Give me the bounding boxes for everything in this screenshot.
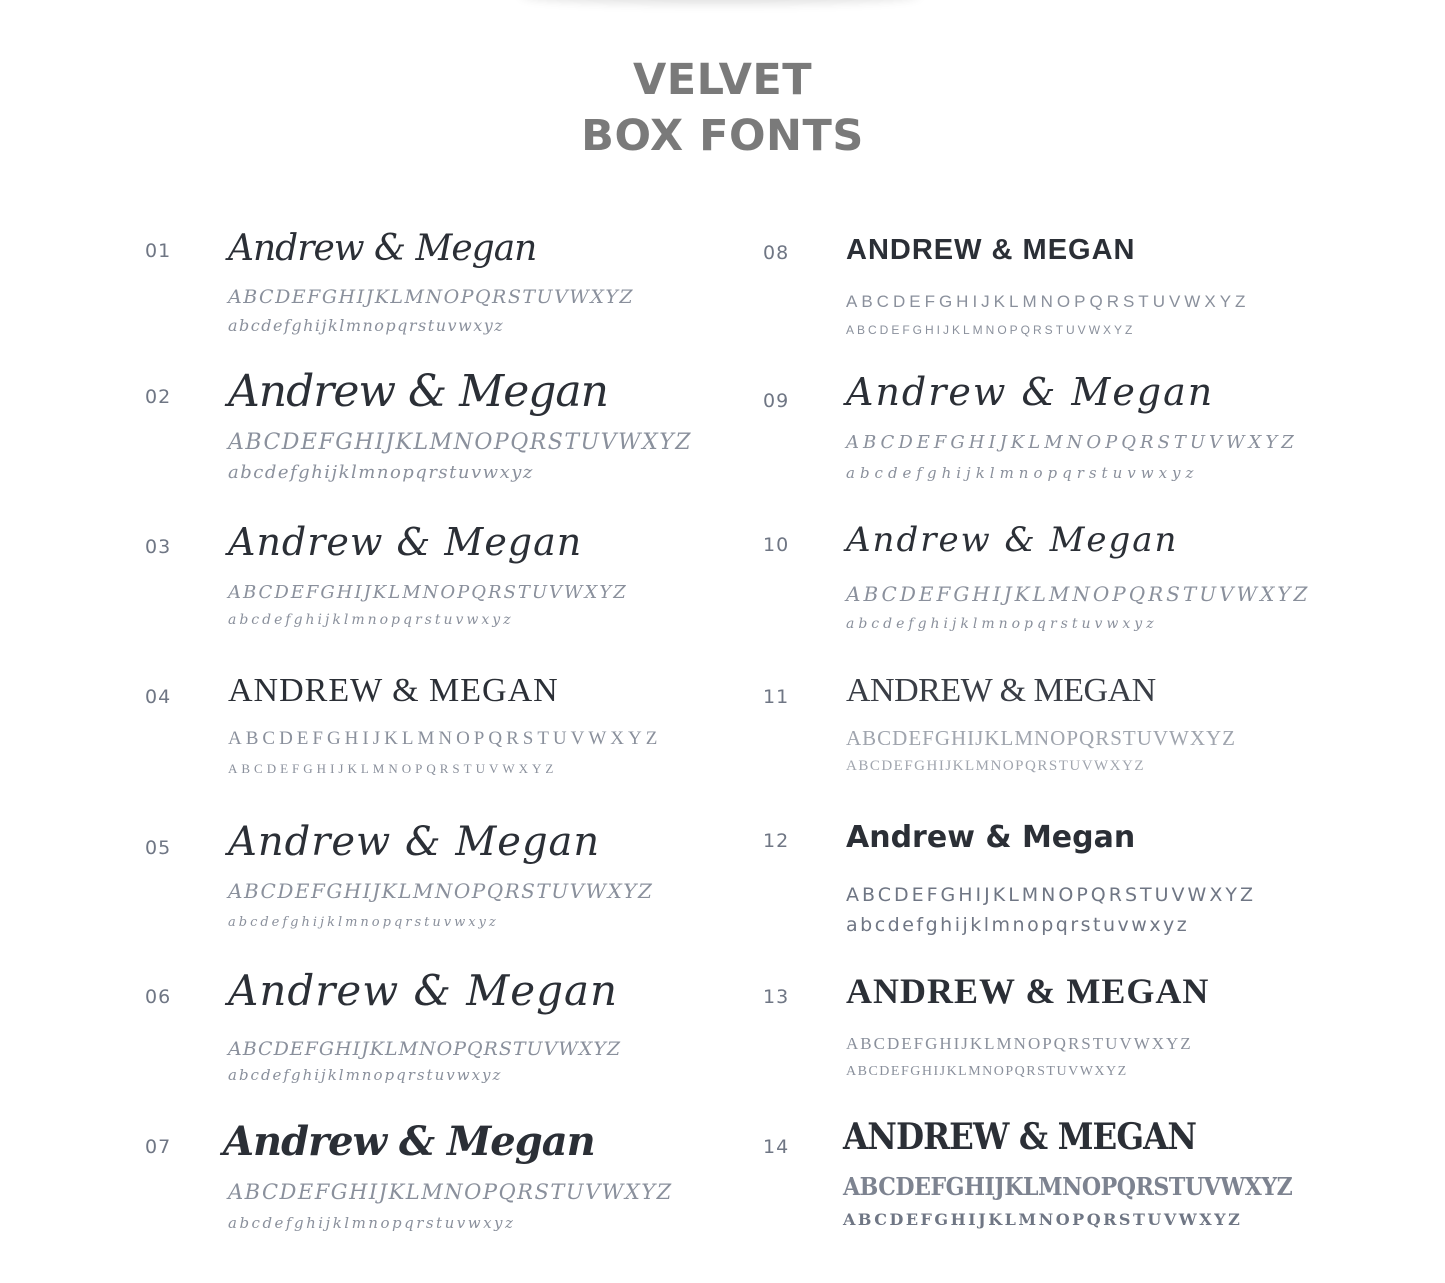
font-sample-lowercase: ABCDEFGHIJKLMNOPQRSTUVWXYZ xyxy=(228,761,558,776)
font-sample-name: ANDREW & MEGAN xyxy=(846,971,1210,1011)
font-sample-uppercase: ABCDEFGHIJKLMNOPQRSTUVWXYZ xyxy=(228,582,628,603)
font-sample-lowercase: ABCDEFGHIJKLMNOPQRSTUVWXYZ xyxy=(846,323,1136,337)
page-title xyxy=(0,52,1445,164)
font-sample-lowercase: abcdefghijklmnopqrstuvwxyz xyxy=(228,915,499,930)
font-sample-lowercase: ABCDEFGHIJKLMNOPQRSTUVWXYZ xyxy=(846,1064,1128,1079)
font-sample-lowercase: ABCDEFGHIJKLMNOPQRSTUVWXYZ xyxy=(843,1210,1243,1229)
font-number: 12 xyxy=(763,830,790,852)
font-sample-name: Andrew & Megan xyxy=(846,370,1215,414)
font-sample-uppercase: ABCDEFGHIJKLMNOPQRSTUVWXYZ xyxy=(846,432,1298,453)
font-sample-06 xyxy=(145,962,745,1092)
font-sample-lowercase: abcdefghijklmnopqrstuvwxyz xyxy=(228,1214,516,1232)
font-sample-name: Andrew & Megan xyxy=(846,820,1136,855)
font-sample-05 xyxy=(145,815,745,940)
page-title-line-1: VELVET xyxy=(632,55,813,105)
font-sample-lowercase: abcdefghijklmnopqrstuvwxyz xyxy=(228,1066,503,1084)
font-number: 11 xyxy=(763,686,790,708)
font-number: 09 xyxy=(763,390,790,412)
font-sample-uppercase: ABCDEFGHIJKLMNOPQRSTUVWXYZ xyxy=(228,1038,622,1060)
font-number: 08 xyxy=(763,242,790,264)
font-sample-07 xyxy=(145,1118,745,1243)
font-sample-lowercase: abcdefghijklmnopqrstuvwxyz xyxy=(846,914,1190,936)
font-sample-lowercase: abcdefghijklmnopqrstuvwxyz xyxy=(846,464,1199,482)
font-sample-uppercase: ABCDEFGHIJKLMNOPQRSTUVWXYZ xyxy=(846,884,1256,906)
font-sample-name: Andrew & Megan xyxy=(228,228,537,269)
font-sample-uppercase: ABCDEFGHIJKLMNOPQRSTUVWXYZ xyxy=(228,728,662,749)
font-number: 06 xyxy=(145,986,172,1008)
font-sample-lowercase: abcdefghijklmnopqrstuvwxyz xyxy=(228,316,505,335)
font-sample-09 xyxy=(763,368,1363,493)
font-number: 04 xyxy=(145,686,172,708)
font-sample-uppercase: ABCDEFGHIJKLMNOPQRSTUVWXYZ xyxy=(228,286,635,308)
font-sample-14 xyxy=(763,1116,1363,1236)
font-sample-13 xyxy=(763,970,1363,1085)
font-number: 10 xyxy=(763,534,790,556)
font-number: 13 xyxy=(763,986,790,1008)
font-sample-lowercase: ABCDEFGHIJKLMNOPQRSTUVWXYZ xyxy=(846,758,1146,774)
font-sample-name: ANDREW & MEGAN xyxy=(228,672,559,709)
font-sample-uppercase: ABCDEFGHIJKLMNOPQRSTUVWXYZ xyxy=(846,726,1237,750)
font-number: 07 xyxy=(145,1136,172,1158)
font-sample-name: Andrew & Megan xyxy=(846,520,1179,560)
font-sample-lowercase: abcdefghijklmnopqrstuvwxyz xyxy=(228,612,514,628)
font-sample-name: ANDREW & MEGAN xyxy=(843,1116,1197,1158)
font-sample-name: Andrew & Megan xyxy=(228,366,608,417)
font-sample-name: Andrew & Megan xyxy=(223,1118,595,1165)
font-sample-03 xyxy=(145,518,745,638)
font-sample-08 xyxy=(763,234,1363,344)
font-number: 02 xyxy=(145,386,172,408)
font-sample-name: Andrew & Megan xyxy=(228,819,601,865)
font-number: 03 xyxy=(145,536,172,558)
font-sample-lowercase: abcdefghijklmnopqrstuvwxyz xyxy=(846,616,1158,632)
page-title-line-2: BOX FONTS xyxy=(581,111,864,161)
font-sample-uppercase: ABCDEFGHIJKLMNOPQRSTUVWXYZ xyxy=(228,1180,673,1204)
font-sample-uppercase: ABCDEFGHIJKLMNOPQRSTUVWXYZ xyxy=(846,1034,1193,1053)
font-sample-uppercase: ABCDEFGHIJKLMNOPQRSTUVWXYZ xyxy=(846,582,1311,606)
font-sample-uppercase: ABCDEFGHIJKLMNOPQRSTUVWXYZ xyxy=(843,1172,1293,1201)
font-sample-lowercase: abcdefghijklmnopqrstuvwxyz xyxy=(228,462,534,483)
font-sample-12 xyxy=(763,820,1363,940)
font-sample-name: Andrew & Megan xyxy=(228,520,583,564)
font-sample-uppercase: ABCDEFGHIJKLMNOPQRSTUVWXYZ xyxy=(228,430,693,455)
font-sample-01 xyxy=(145,228,745,348)
font-sample-name: ANDREW & MEGAN xyxy=(846,234,1136,266)
font-sample-10 xyxy=(763,520,1363,640)
font-sample-04 xyxy=(145,672,745,782)
font-number: 01 xyxy=(145,240,172,262)
font-number: 14 xyxy=(763,1136,790,1158)
font-sample-name: Andrew & Megan xyxy=(228,966,619,1015)
font-sample-11 xyxy=(763,672,1363,782)
font-sample-name: ANDREW & MEGAN xyxy=(846,672,1156,709)
font-sample-uppercase: ABCDEFGHIJKLMNOPQRSTUVWXYZ xyxy=(228,879,654,903)
font-sample-uppercase: ABCDEFGHIJKLMNOPQRSTUVWXYZ xyxy=(846,292,1250,311)
font-sample-02 xyxy=(145,362,745,492)
font-number: 05 xyxy=(145,837,172,859)
